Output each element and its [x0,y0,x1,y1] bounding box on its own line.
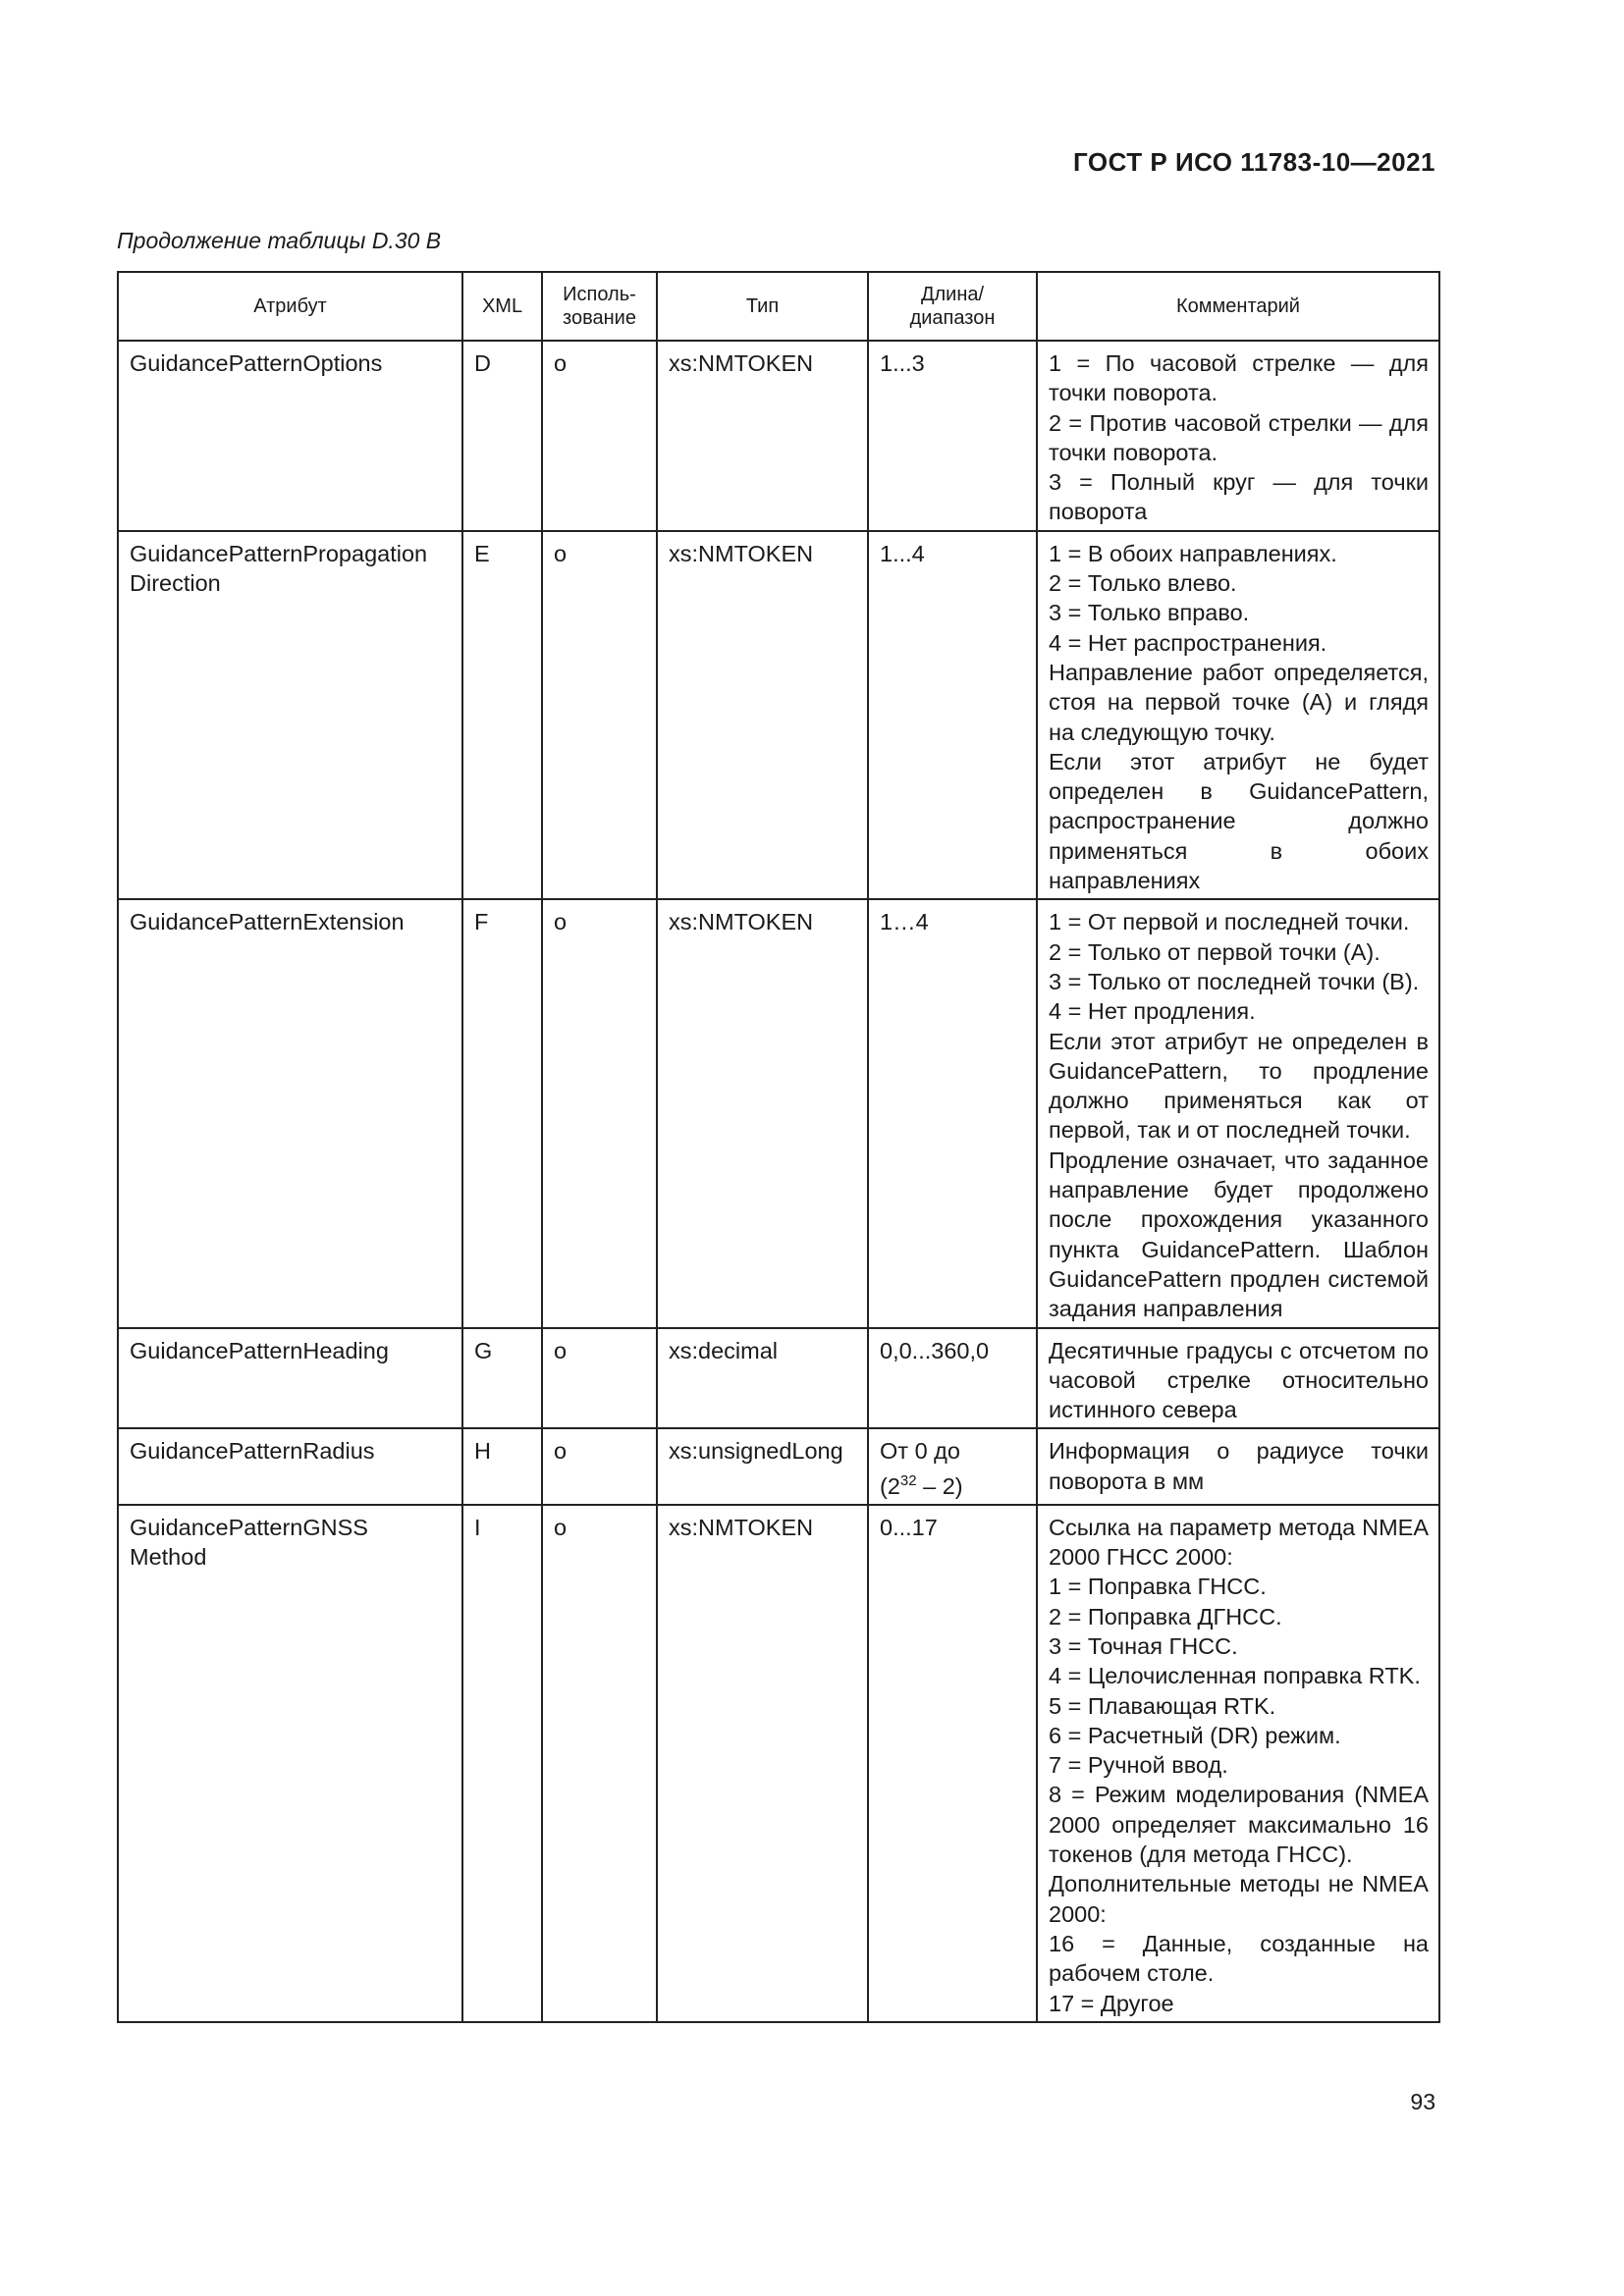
table-row [118,899,1439,1327]
column-header-attribute: Атрибут [118,272,462,341]
type-cell: xs:unsignedLong [657,1428,868,1504]
column-header-usage: Исполь- зование [542,272,657,341]
comment-cell: 1 = По часовой стрелке — для точки поворота. 2 = Против часовой стрелки — для точки поворота. 3 = Полный круг — для точки поворота [1037,341,1439,531]
type-cell: xs:decimal [657,1328,868,1429]
attribute-cell: GuidancePatternHeading [118,1328,462,1429]
table-caption: Продолжение таблицы D.30 B [117,228,442,253]
table-row [118,1505,1439,2022]
usage-cell: o [542,1428,657,1504]
type-cell: xs:NMTOKEN [657,341,868,531]
type-cell: xs:NMTOKEN [657,1505,868,2022]
column-header-type: Тип [657,272,868,341]
comment-cell: Ссылка на параметр метода NMEA 2000 ГНСС 2000: 1 = Поправка ГНСС. 2 = Поправка ДГНСС. 3 = Точная ГНСС. 4 = Целочисленная поправка RTK. 5 = Плавающая RTK. 6 = Расчетный (DR) режим. 7 = Ручной ввод. 8 = Режим моделирования (NMEA 2000 определяет максимально 16 токенов (для метода ГНСС). Дополнительные методы не NMEA 2000: 16 = Данные, созданные на рабочем столе. 17 = Другое [1037,1505,1439,2022]
comment-cell: Информация о радиусе точки поворота в мм [1037,1428,1439,1504]
table-row [118,1428,1439,1504]
comment-cell: 1 = От первой и последней точки. 2 = Только от первой точки (А). 3 = Только от последней точки (В). 4 = Нет продления. Если этот атрибут не определен в GuidancePattern, то продление должно применяться как от первой, так и от последней точки. Продление означает, что заданное направление будет продолжено после прохождения указанного пункта GuidancePattern. Шаблон GuidancePattern продлен системой задания направления [1037,899,1439,1327]
xml-cell: F [462,899,542,1327]
xml-cell: H [462,1428,542,1504]
attribute-cell: GuidancePatternOptions [118,341,462,531]
table-row [118,531,1439,900]
usage-cell: o [542,1505,657,2022]
usage-cell: o [542,531,657,900]
xml-cell: D [462,341,542,531]
usage-cell: o [542,899,657,1327]
table-body [118,341,1439,2022]
type-cell: xs:NMTOKEN [657,531,868,900]
range-cell: 0,0...360,0 [868,1328,1037,1429]
range-cell: 1…4 [868,899,1037,1327]
document-header: ГОСТ Р ИСО 11783-10—2021 [1073,147,1435,177]
range-cell: 1...3 [868,341,1037,531]
column-header-comment: Комментарий [1037,272,1439,341]
attribute-cell: GuidancePatternExtension [118,899,462,1327]
attribute-cell: GuidancePatternGNSS Method [118,1505,462,2022]
page-number: 93 [1410,2089,1435,2114]
range-cell: 1...4 [868,531,1037,900]
xml-cell: I [462,1505,542,2022]
xml-cell: E [462,531,542,900]
table-header-row [118,272,1439,341]
xml-cell: G [462,1328,542,1429]
column-header-range: Длина/ диапазон [868,272,1037,341]
type-cell: xs:NMTOKEN [657,899,868,1327]
column-header-xml: XML [462,272,542,341]
range-cell: От 0 до $(2^{32} - 2)$ [868,1428,1037,1504]
attribute-table [117,271,1440,2023]
usage-cell: o [542,341,657,531]
usage-cell: o [542,1328,657,1429]
table-row [118,1328,1439,1429]
comment-cell: 1 = В обоих направлениях. 2 = Только влево. 3 = Только вправо. 4 = Нет распространения. Направление работ определяется, стоя на первой точке (А) и глядя на следующую точку. Если этот атрибут не будет определен в GuidancePattern, распространение должно применяться в обоих направлениях [1037,531,1439,900]
comment-cell: Десятичные градусы с отсчетом по часовой стрелке относительно истинного севера [1037,1328,1439,1429]
range-cell: 0...17 [868,1505,1037,2022]
attribute-cell: GuidancePatternRadius [118,1428,462,1504]
table-row [118,341,1439,531]
attribute-cell: GuidancePatternPropagation Direction [118,531,462,900]
